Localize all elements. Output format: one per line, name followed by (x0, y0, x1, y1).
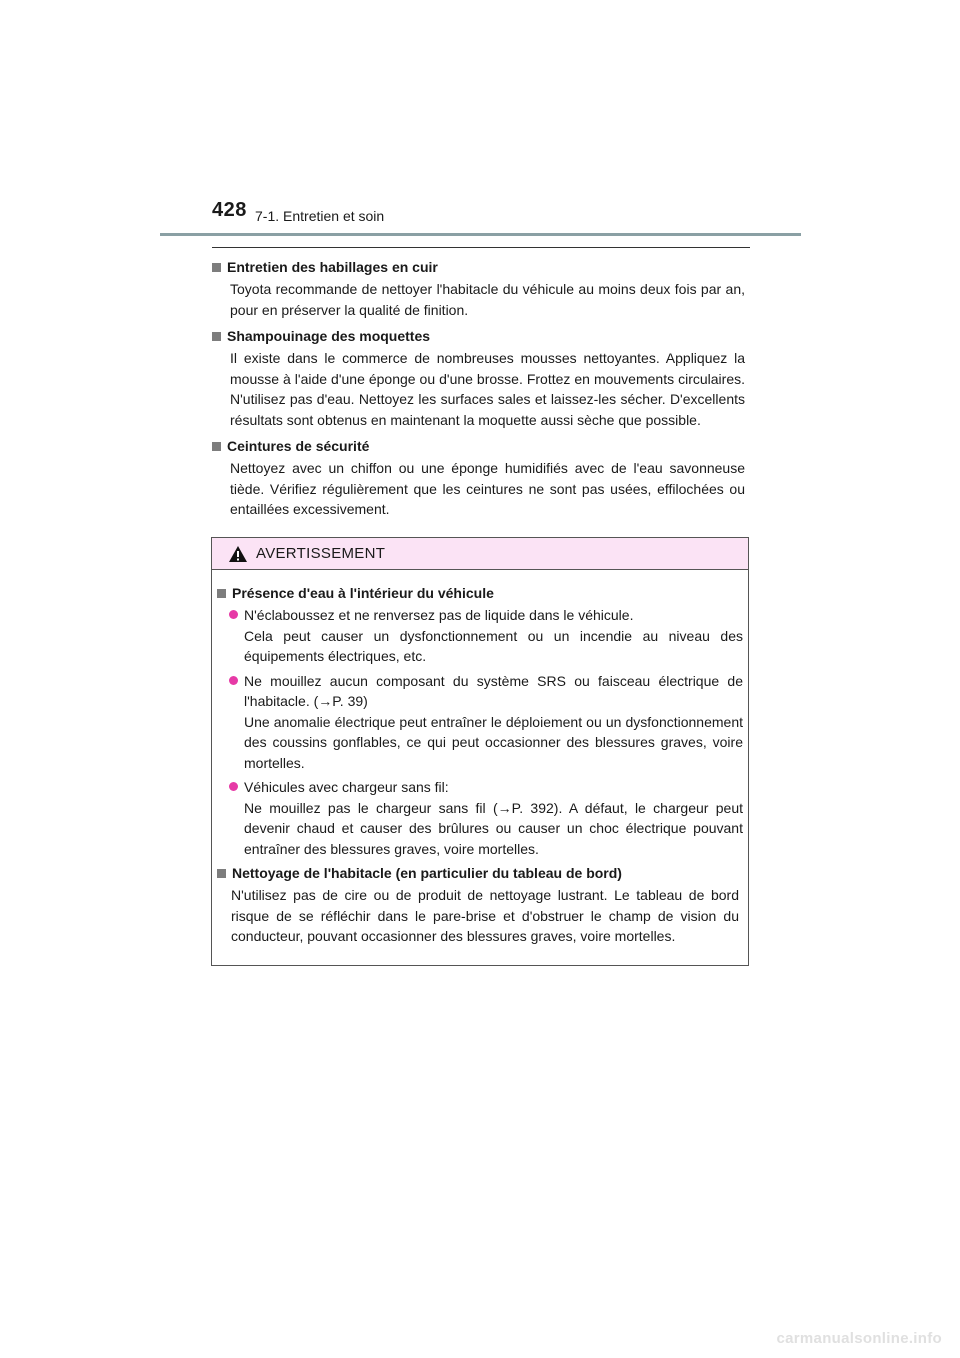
warning-bullet (217, 777, 743, 859)
warning-group-title (217, 863, 743, 883)
bullet-text (244, 605, 743, 667)
warning-group-body: N'utilisez pas de cire ou de produit de nettoyage lustrant. Le tableau de bord risque de se réfléchir dans le pare-brise et d'obstruer le champ de vision du conducteur, pouvant occasionner des blessures graves, voire mortelles. (231, 887, 739, 944)
square-bullet-icon (217, 869, 226, 878)
page-reference-link[interactable]: →P. 39 (318, 693, 364, 709)
page-reference-link[interactable]: →P. 392 (497, 799, 554, 816)
section-title-text: Ceintures de sécurité (227, 438, 370, 454)
section-header: 7-1. Entretien et soin (255, 208, 385, 224)
bullet-line (244, 671, 743, 712)
warning-group-title-text: Nettoyage de l'habitacle (en particulier du tableau de bord) (232, 865, 622, 881)
bullet-line: Une anomalie électrique peut entraîner le déploiement ou un dysfonctionnement des coussins gonflables, ce qui peut occasionner des blessures graves, voire mortelles. (244, 713, 743, 771)
section-body: Toyota recommande de nettoyer l'habitacle du véhicule au moins deux fois par an, pour en préserver la qualité de finition. (230, 281, 745, 318)
section-title-text: Shampouinage des moquettes (227, 328, 431, 344)
section-title-text: Entretien des habillages en cuir (227, 259, 438, 275)
header-rule (160, 233, 801, 236)
bullet-line: Cela peut causer un dysfonctionnement ou un incendie au niveau des équipements électriques, etc. (244, 627, 743, 664)
warning-header (212, 538, 748, 570)
bullet-line (244, 798, 743, 860)
section-body: Il existe dans le commerce de nombreuses mousses nettoyantes. Appliquez la mousse à l'aide d'une éponge ou d'une brosse. Frottez en mouvements circulaires. N'utilisez pas d'eau. Nettoyez les surfaces sales et laissez-les sécher. D'excellents résultats sont obtenus en maintenant la moquette aussi sèche que possible. (230, 350, 745, 428)
square-bullet-icon (212, 332, 221, 341)
content-sections (212, 257, 745, 526)
warning-label: AVERTISSEMENT (256, 545, 386, 562)
warning-triangle-icon (228, 545, 248, 563)
square-bullet-icon (212, 442, 221, 451)
bullet-line-prefix: Ne mouillez pas le chargeur sans fil ( (244, 799, 498, 816)
warning-bullet (217, 671, 743, 774)
bullet-line: N'éclaboussez et ne renversez pas de liquide dans le véhicule. (244, 607, 634, 623)
bullet-dot-icon (229, 676, 238, 685)
section-title (212, 436, 745, 456)
section-carpet-shampoo (212, 326, 745, 430)
bullet-dot-icon (229, 782, 238, 791)
bullet-line: Véhicules avec chargeur sans fil: (244, 779, 449, 795)
section-title (212, 326, 745, 346)
section-seat-belts (212, 436, 745, 520)
warning-group-title-text: Présence d'eau à l'intérieur du véhicule (232, 585, 494, 601)
bullet-text (244, 671, 743, 774)
watermark: carmanualsonline.info (776, 1330, 942, 1347)
warning-group-title (217, 583, 743, 603)
bullet-line-suffix: ). A défaut, le chargeur peut devenir chaud et causer des brûlures ou causer un choc électrique pouvant entraîner des blessures graves, voire mortelles. (244, 799, 744, 857)
warning-box (211, 537, 749, 966)
square-bullet-icon (212, 263, 221, 272)
section-body: Nettoyez avec un chiffon ou une éponge humidifiés avec de l'eau savonneuse tiède. Vérifiez régulièrement que les ceintures ne sont pas usées, effilochées ou entaillées excessivement. (230, 460, 745, 517)
bullet-dot-icon (229, 610, 238, 619)
content-rule (212, 247, 750, 248)
warning-body (212, 570, 748, 947)
section-title (212, 257, 745, 277)
page-number: 428 (212, 199, 247, 221)
section-leather-care (212, 257, 745, 320)
bullet-text (244, 777, 743, 859)
square-bullet-icon (217, 589, 226, 598)
bullet-line-prefix: Ne mouillez aucun composant du système SRS ou faisceau électrique de l'habitacle. ( (244, 672, 743, 709)
bullet-line-suffix: ) (363, 693, 368, 709)
warning-bullet (217, 605, 743, 667)
